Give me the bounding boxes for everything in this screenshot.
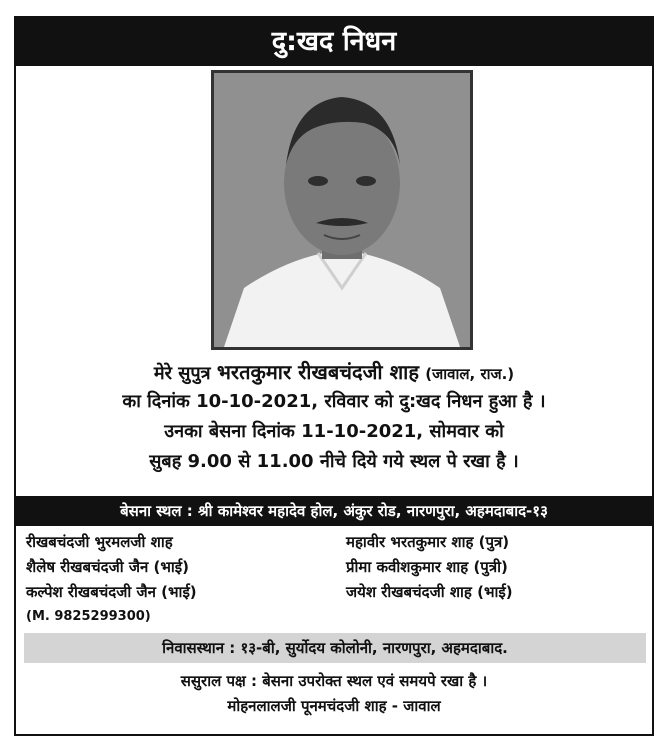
relative-right-3: जयेश रीखबचंदजी शाह (भाई) xyxy=(346,583,513,601)
contact-phone: (M. 9825299300) xyxy=(26,609,151,624)
relative-right-1: महावीर भरतकुमार शाह (पुत्र) xyxy=(346,533,510,551)
residence-bar: निवासस्थान : १३-बी, सुर्योदय कोलोनी, नारणपुरा, अहमदाबाद. xyxy=(24,633,646,663)
in-laws-note: ससुराल पक्ष : बेसना उपरोक्त स्थल एवं समयपे रखा है । xyxy=(180,672,488,690)
relative-left-2: शैलेष रीखबचंदजी जैन (भाई) xyxy=(26,558,190,576)
portrait-illustration xyxy=(214,73,470,347)
announcement-line-3: उनका बेसना दिनांक 11-10-2021, सोमवार को xyxy=(164,421,504,442)
relative-left-1: रीखबचंदजी भुरमलजी शाह xyxy=(26,533,173,551)
line1-prefix: मेरे सुपुत्र xyxy=(153,363,211,384)
ad-title: दु:खद निधन xyxy=(16,18,652,66)
deceased-name: भरतकुमार रीखबचंदजी शाह xyxy=(216,360,419,384)
announcement-line-1 xyxy=(16,358,652,388)
in-laws-name: मोहनलालजी पूनमचंदजी शाह - जावाल xyxy=(227,697,441,715)
native-place: (जावाल, राज.) xyxy=(425,365,515,383)
venue-bar: बेसना स्थल : श्री कामेश्वर महादेव होल, अंकुर रोड, नारणपुरा, अहमदाबाद-१३ xyxy=(16,496,652,526)
announcement-line-4: सुबह 9.00 से 11.00 नीचे दिये गये स्थल पे रखा है । xyxy=(149,451,519,472)
portrait-photo xyxy=(211,70,473,350)
announcement-line-2: का दिनांक 10-10-2021, रविवार को दु:खद निधन हुआ है । xyxy=(122,391,546,412)
relative-right-2: प्रीमा कवीशकुमार शाह (पुत्री) xyxy=(346,558,508,576)
obituary-ad xyxy=(14,16,654,736)
relative-left-3: कल्पेश रीखबचंदजी जैन (भाई) xyxy=(26,583,197,601)
